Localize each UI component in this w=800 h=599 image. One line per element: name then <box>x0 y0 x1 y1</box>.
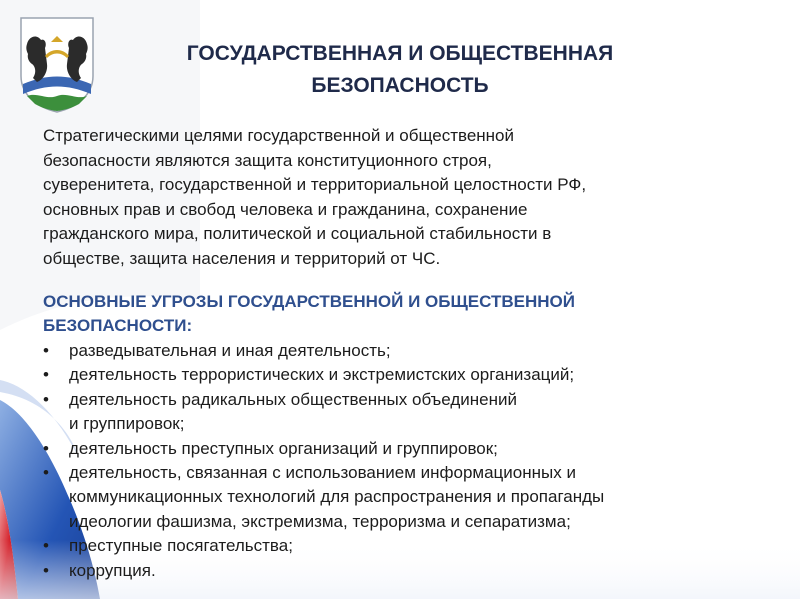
threat-item <box>43 388 743 437</box>
threats-list <box>43 339 743 583</box>
threat-item-line: идеологии фашизма, экстремизма, терроризма и сепаратизма; <box>69 511 571 531</box>
page-title <box>130 38 670 102</box>
title-line-2: БЕЗОПАСНОСТЬ <box>311 74 489 97</box>
threat-item-line: • деятельность террористических и экстремистских организаций; <box>69 365 575 385</box>
title-line-1: ГОСУДАРСТВЕННАЯ И ОБЩЕСТВЕННАЯ <box>186 42 614 65</box>
threat-item-line: • деятельность преступных организаций и группировок; <box>69 438 498 458</box>
threats-heading <box>43 290 743 338</box>
intro-line: Стратегическими целями государственной и общественной <box>43 126 515 145</box>
intro-line: обществе, защита населения и территорий от ЧС. <box>43 248 441 268</box>
intro-line: безопасности являются защита конституционного строя, <box>43 150 492 170</box>
threats-heading-line-1: ОСНОВНЫЕ УГРОЗЫ ГОСУДАРСТВЕННОЙ И ОБЩЕСТВЕННОЙ <box>43 292 575 311</box>
threats-heading-line-2: БЕЗОПАСНОСТИ: <box>43 316 193 335</box>
intro-paragraph <box>43 124 733 271</box>
novosibirsk-coat-of-arms-icon <box>17 14 97 114</box>
threat-item <box>43 339 743 363</box>
threat-item <box>43 437 743 461</box>
threat-item-line: • коррупция. <box>69 560 156 580</box>
threat-item-line: • разведывательная и иная деятельность; <box>69 341 391 360</box>
threat-item-line: коммуникационных технологий для распространения и пропаганды <box>69 487 605 507</box>
threat-item <box>43 461 743 534</box>
threat-item <box>43 534 743 558</box>
threat-item <box>43 559 743 583</box>
threat-item-line: • преступные посягательства; <box>69 536 293 556</box>
threat-item-line: и группировок; <box>69 414 185 434</box>
threat-item-line: • деятельность радикальных общественных объединений <box>69 389 517 409</box>
threat-item <box>43 363 743 387</box>
intro-line: суверенитета, государственной и территориальной целостности РФ, <box>43 175 587 194</box>
intro-line: основных прав и свобод человека и гражданина, сохранение <box>43 199 528 219</box>
threat-item-line: • деятельность, связанная с использованием информационных и <box>69 463 576 483</box>
intro-line: гражданского мира, политической и социальной стабильности в <box>43 224 552 243</box>
